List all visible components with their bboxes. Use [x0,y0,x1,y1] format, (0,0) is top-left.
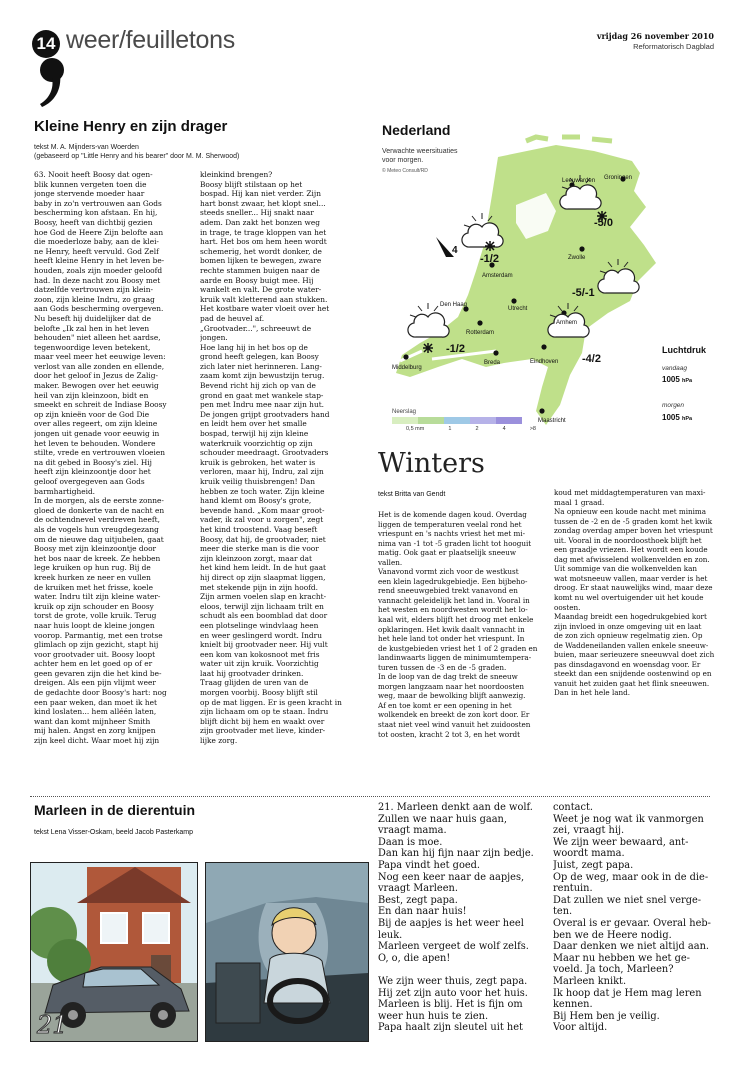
publication: Reformatorisch Dagblad [633,42,714,51]
pressure-title: Luchtdruk [662,345,706,355]
comma-logo [34,58,68,112]
precip-label: Neerslag [392,409,417,415]
illustration-car-interior [205,862,369,1042]
temp-label: -1/2 [446,343,465,355]
map-subtitle-1: Verwachte weersituaties [382,148,458,155]
winters-column-2: koud met middagtemperaturen van maxi- maal 1 graad. Na opnieuw een koude nacht met minima tussen de -2 en de -5 graden komt het kwik zondag overdag amper boven het vriespunt uit. Vooral in de noordoosthoek blijft het een graadje vriezen. Het wordt een koude dag met afwisselend wolkenvelden en zon. Uit sommige van die wolkenvelden kan wat motsneeuw vallen, maar verder is het droog. Er staat nauwelijks wind, maar deze komt nu wel overtuigender uit het koude oosten. Maandag breidt een hogedrukgebied kort zijn invloed in onze omgeving uit en laat de zon zich opnieuw regelmatig zien. Op de Waddeneilanden vallen enkele sneeuw- buien, maar serieuzere sneeuwval doet zich pas dinsdagavond en woensdag voor. Er steekt dan een snijdende oostenwind op en vanuit het zuiden gaat het flink sneeuwen. Dan in het hele land. [554,488,715,698]
temp-label: -1/2 [480,253,499,265]
precip-swatch [392,417,418,424]
marleen-credit: tekst Lena Visser-Oskam, beeld Jacob Pasterkamp [34,829,194,836]
precip-scale-labels [406,426,536,432]
pressure-tomorrow-value: 1005 [662,413,680,422]
pressure-tomorrow-label: morgen [662,402,685,409]
pressure-today-label: vandaag [662,365,687,372]
winters-column-1: Het is de komende dagen koud. Overdag liggen de temperaturen veelal rond het vriespunt en 's nachts vriest het met mi- nima van -1 tot -5 graden licht tot hooguit matig. Ook gaat er plaatselijk sneeuw vallen. Vanavond vormt zich voor de westkust een klein lagedrukgebiedje. Een bijbeho- rend sneeuwgebied trekt vanavond en vannacht geleidelijk het land in. Vooral in het westen en noordwesten wordt het lo- kaal wit, elders blijft het droog met enkele opklaringen. Het kwik daalt vannacht in het hele land tot onder het vriespunt. In de kustgebieden vriest het 1 of 2 graden en landinwaarts liggen de minimumtempera- turen tussen de -3 en de -5 graden. In de loop van de dag trekt de sneeuw morgen langzaam naar het noordoosten weg, maar de bewolking blijft aanwezig. Af en toe komt er een opening in het wolkendek en breekt de zon kort door. Er staat niet veel wind vanuit het zuidoosten tot oosten, kracht 2 tot 3, en het wordt [378,510,538,739]
precip-tick: 4 [502,426,506,432]
pressure-today-value: 1005 [662,375,680,384]
precip-tick: 2 [475,426,479,432]
city-label-groningen: Groningen [604,175,633,181]
page-number-badge [32,30,60,58]
city-label-leeuwarden: Leeuwarden [562,178,596,184]
map-credit: © Meteo Consult/RD [382,168,428,174]
precip-swatch [418,417,444,424]
city-label-zwolle: Zwolle [568,255,586,261]
city-label-rotterdam: Rotterdam [466,330,495,336]
city-label-maastricht: Maastricht [538,418,566,424]
temp-label: -5/0 [594,217,613,229]
page-number: 14 [36,34,56,53]
wind-force: 4 [452,245,458,256]
date: vrijdag 26 november 2010 [596,31,714,41]
marleen-column-2: contact. Weet je nog wat ik vanmorgen zei, vraagt hij. We zijn weer bewaard, ant- woordt mama. Juist, zegt papa. Op de weg, maar ook in de die- rentuin. Dat zullen we niet snel verge- ten. Overal is er gevaar. Overal heb- ben we de Heere nodig. Daar denken we niet altijd aan. Maar nu hebben we het ge- voeld. Ja toch, Marleen? Marleen knikt. Ik hoop dat je Hem mag leren kennen. Bij Hem ben je veilig. Voor altijd. [553,802,711,1034]
section-title: weer/feuilletons [66,26,235,54]
city-label-amsterdam: Amsterdam [482,273,513,279]
marleen-column-1: 21. Marleen denkt aan de wolf. Zullen we naar huis gaan, vraagt mama. Daan is moe. Dan kan hij fijn naar zijn bedje. Papa vindt het goed. Nog een keer naar de aapjes, vraagt Marleen. Best, zegt papa. En dan naar huis! Bij de aapjes is het weer heel leuk. Marleen vergeet de wolf zelfs. O, o, die apen! We zijn weer thuis, zegt papa. Hij zet zijn auto voor het huis. Marleen is blij. Het is fijn om weer hun huis te zien. Papa haalt zijn sleutel uit het [378,802,534,1034]
precip-scale [392,417,522,424]
city-label-utrecht: Utrecht [508,306,528,312]
pressure-unit: hPa [682,416,693,422]
winters-title: Winters [378,448,485,479]
feuilleton-column-2: kleinkind brengen? Boosy blijft stilstaan op het bospad. Hij kan niet verder. Zijn hart bonst zwaar, het klopt snel... steeds sneller... Hij snakt naar adem. Dan zakt het bonzen weg in trage, te trage kloppen van het hart. Het bos om hem heen wordt schemerig, het wordt donker, de bomen lijken te bewegen, zware rechte stammen buigen naar de aarde en Boosy buigt mee. Hij wankelt en valt. De grote water- kruik valt kletterend aan stukken. Het kostbare water vloeit over het pad de heuvel af. „Grootvader...", schreeuwt de jongen. Hoe lang hij in het bos op de grond heeft gelegen, kan Boosy zich later niet herinneren. Lang- zaam komt zijn bewustzijn terug. Bevend richt hij zich op van de grond en gaat met wankele stap- pen met Indru mee naar zijn hut. De jongen grijpt grootvaders hand en leidt hem over het smalle bospad, terwijl hij zijn kleine waterkruik voorzichtig op zijn schouder meedraagt. Grootvaders kruik is gebroken, het water is verloren, maar hij, Indru, zal zijn kruik veilig thuisbrengen! Dan hebben ze toch water. Zijn kleine hand klemt om Boosy's grote, bevende hand. „Kom maar groot- vader, ik zal voor u zorgen", zegt het kind troostend. Vaag beseft Boosy, dat hij, de grootvader, niet meer die sterke man is die voor zijn kleinzoon zorgt, maar dat het kind hem leidt. In de hut gaat hij direct op zijn slaapmat liggen, met stekende pijn in zijn hoofd. Zijn armen voelen slap en kracht- eloos, terwijl zijn lichaam trilt en schudt als een boomblad dat door een plotselinge windvlaag heen en weer geslingerd wordt. Indru knielt bij grootvader neer. Hij vult een kom van kokosnoot met fris water uit zijn kruik. Voorzichtig laat hij grootvader drinken. Traag glijden de uren van de morgen voorbij. Boosy blijft stil op de mat liggen. Er is geen kracht in zijn lichaam om op te staan. Indru blijft dicht bij hem en waakt over zijn grootvader met lieve, kinder- lijke zorg. [200,170,342,746]
map-subtitle-2: voor morgen. [382,157,424,164]
map-title: Nederland [382,122,451,138]
illustration-house-car [30,862,198,1042]
city-label-middelburg: Middelburg [392,365,422,371]
pressure-unit: hPa [682,378,693,384]
temp-label: -4/2 [582,353,601,365]
feuilleton-credit: tekst M. A. Mijnders-van Woerden [34,144,139,151]
marleen-title: Marleen in de dierentuin [34,802,196,818]
pressure-today [662,375,692,384]
city-label-arnhem: Arnhem [556,320,578,326]
temp-label: -5/-1 [572,287,595,299]
netherlands-map [376,115,716,435]
precip-swatch [470,417,496,424]
city-label-breda: Breda [484,360,501,366]
city-label-den-haag: Den Haag [440,302,468,308]
precip-swatch [444,417,470,424]
panel-number: 21 [37,1011,68,1039]
feuilleton-column-1: 63. Nooit heeft Boosy dat ogen- blik kunnen vergeten toen die jonge stervende moeder haar baby in zo'n vertrouwen aan Gods bescherming kon afstaan. En hij, Boosy, heeft van dichtbij gezien hoe God de Heere Zijn belofte aan die moederloze baby, aan de klei- ne Henry, heeft vervuld. God Zelf heeft kleine Henry in het leven be- houden, zoals zijn moeder geloofd had. In deze nacht zou Boosy met datzelfde vertrouwen zijn klein- zoon, zijn kleine Indru, zo graag aan Gods bescherming overgeven. Nu beseft hij duidelijker dat de belofte „Ik zal hen in het leven behouden" niet alleen het aardse, tegenwoordige leven betekent, maar veel meer het eeuwige leven: verlost van alle zonden en ellende, door het geloof in Jezus de Zalig- maker. Bewogen over het eeuwig heil van zijn kleinzoon, bidt en smeekt en schreit de Indiase Boosy op zijn knieën voor de God Die over alles regeert, om zijn kleine jongen uit genade voor eeuwig in het leven te behouden. Wondere stilte, vrede en vertrouwen vloeien na dit gebed in Boosy's ziel. Hij heeft zijn kleinzoontje door het geloof overgegeven aan Gods barmhartigheid. In de morgen, als de eerste zonne- gloed de donkerte van de nacht en de ochtendnevel verdreven heeft, als de vogels hun vreugdegezang om de nieuwe dag uitjubelen, gaat Boosy met zijn kleinzoontje door het bos naar de kreek. Ze hebben lege kruiken op hun rug. Bij de kreek hurken ze neer en vullen de kruiken met het frisse, koele water. Indru tilt zijn kleine water- kruik op zijn schouder en Boosy torst de grote, volle kruik. Terug naar huis loopt de kleine jongen voorop. Parmantig, met een trotse glimlach op zijn gezicht, stapt hij voor grootvader uit. Boosy loopt achter hem en let goed op of er geen gevaren zijn die het kind be- dreigen. Als een pijn vlijmt weer de gedachte door Boosy's hart: nog een paar weken, dan moet ik het kind loslaten... hem alléén laten, want dan komt mijnheer Smith mij halen. Angst en zorg knijpen zijn keel dicht. Waar moet hij zijn [34,170,167,746]
precip-swatch [496,417,522,424]
pressure-tomorrow [662,413,692,422]
precip-tick: >8 [529,426,536,432]
winters-credit: tekst Britta van Gendt [378,491,446,498]
weather-map [376,115,716,435]
precip-tick: 0,5 mm [406,426,425,432]
precip-tick: 1 [448,426,452,432]
feuilleton-credit-source: (gebaseerd op "Little Henry and his bearer" door M. M. Sherwood) [34,153,240,160]
city-label-eindhoven: Eindhoven [530,359,559,365]
section-divider [30,796,710,797]
feuilleton-title: Kleine Henry en zijn drager [34,118,228,135]
